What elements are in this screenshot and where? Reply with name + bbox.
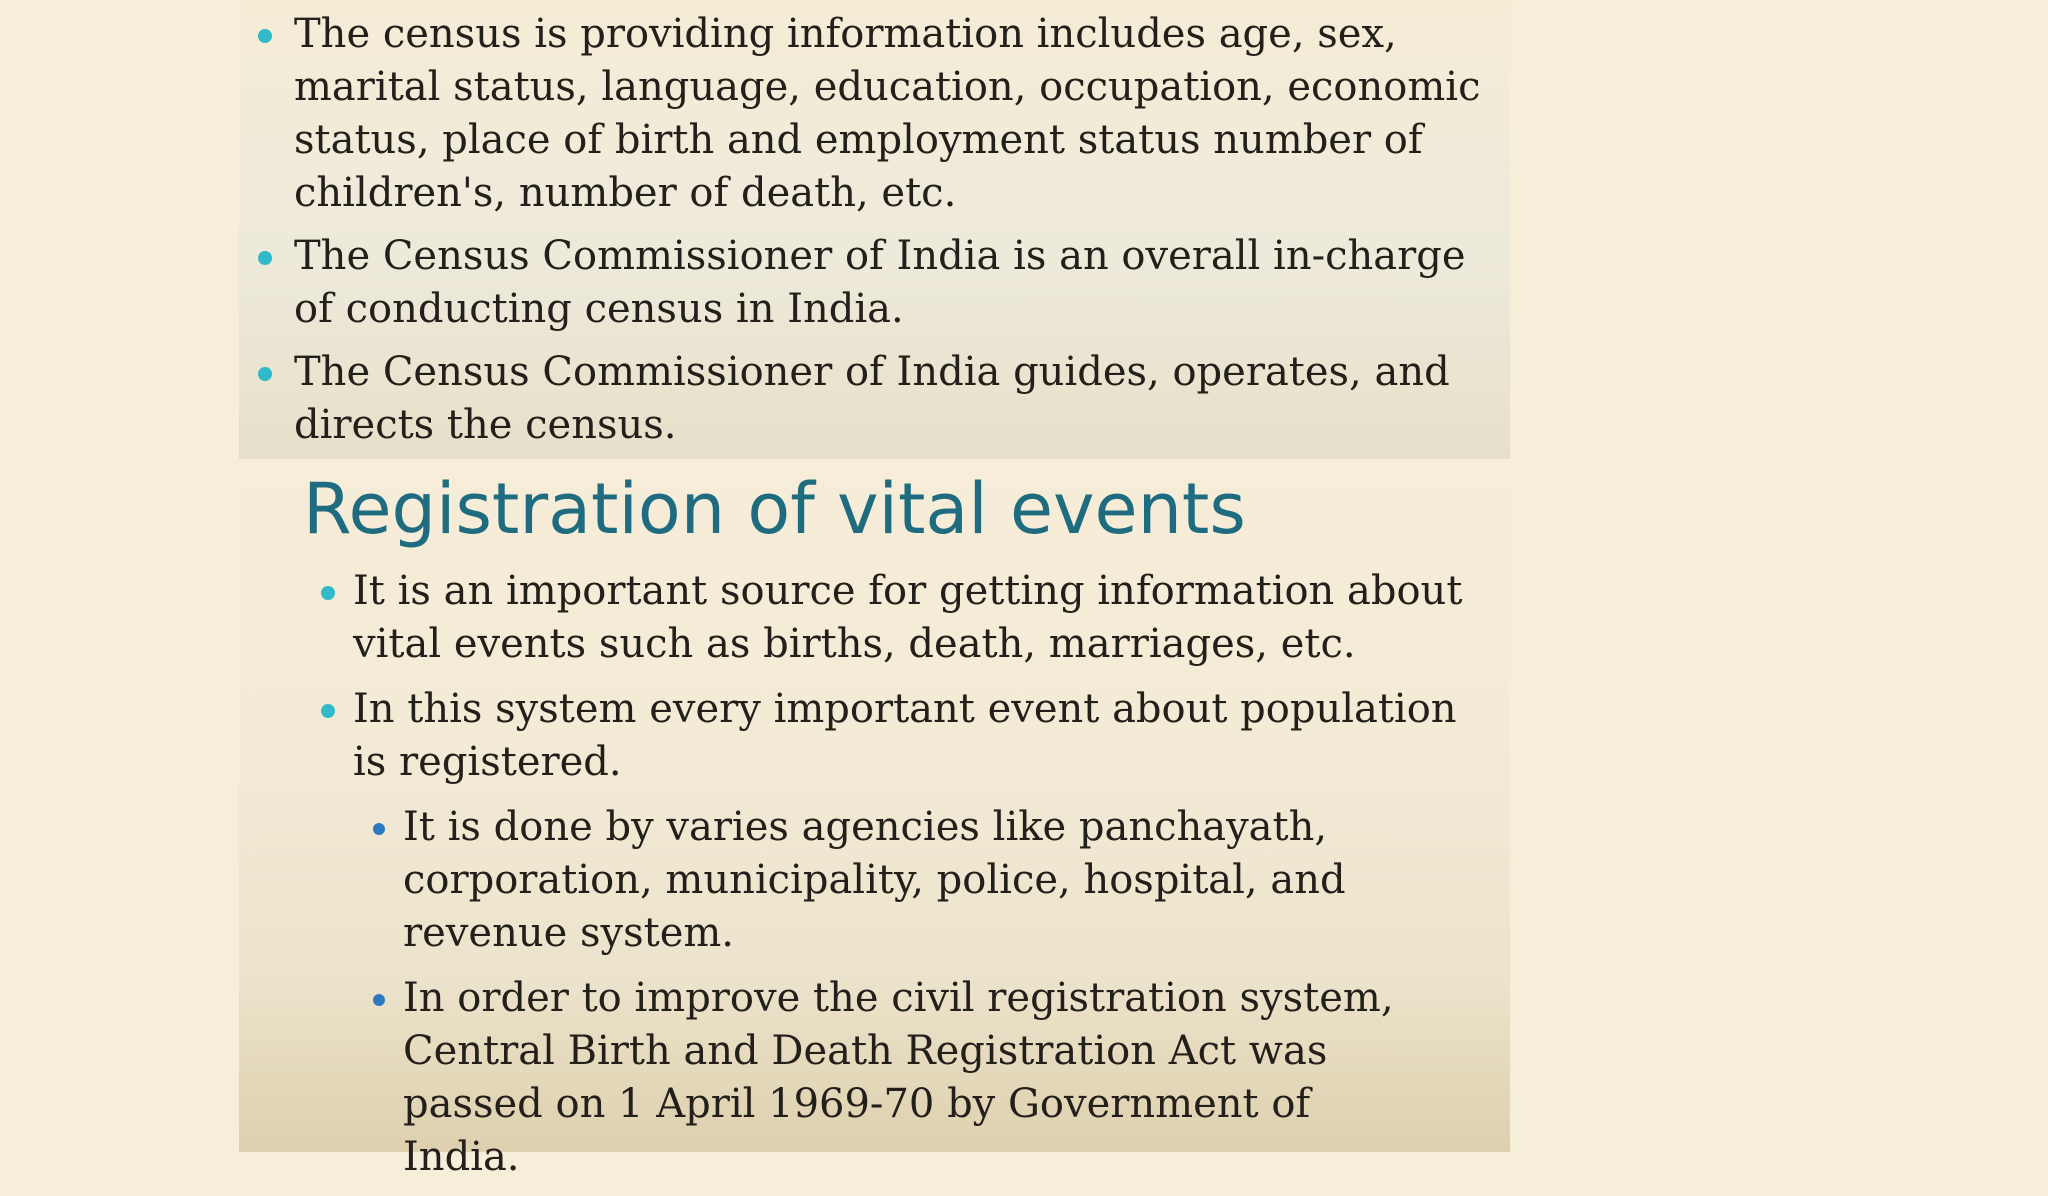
page-title: Registration of vital events xyxy=(303,468,1246,550)
list-item xyxy=(353,565,1483,671)
list-item xyxy=(403,801,1403,960)
list-item xyxy=(403,972,1403,1184)
list-item-text: It is done by varies agencies like panchayath, corporation, municipality, police, hospital, and revenue system. xyxy=(403,804,1346,956)
bullet-dot-icon xyxy=(321,704,335,718)
list-item-text: In order to improve the civil registration system, Central Birth and Death Registration Act was passed on 1 April 1969-70 by Government of India. xyxy=(403,975,1394,1180)
vital-events-slide xyxy=(239,459,1510,1180)
list-item-text: The Census Commissioner of India is an overall in-charge of conducting census in India. xyxy=(294,233,1466,332)
census-slide xyxy=(239,0,1510,459)
bullet-dot-icon xyxy=(258,367,272,381)
bullet-dot-icon xyxy=(258,251,272,265)
bullet-dot-icon xyxy=(321,586,335,600)
list-item xyxy=(353,683,1483,789)
list-item xyxy=(294,8,1494,220)
vital-events-sub-list xyxy=(403,801,1403,1184)
bullet-dot-icon xyxy=(373,823,385,835)
list-item-text: In this system every important event about population is registered. xyxy=(353,686,1457,785)
census-bullet-list xyxy=(294,8,1494,462)
list-item-text: It is an important source for getting information about vital events such as births, death, marriages, etc. xyxy=(353,568,1463,667)
list-item-text: The Census Commissioner of India guides, operates, and directs the census. xyxy=(294,349,1450,448)
list-item-text: The census is providing information includes age, sex, marital status, language, education, occupation, economic status, place of birth and employment status number of children's, number of death, etc. xyxy=(294,11,1481,216)
list-item xyxy=(294,230,1494,336)
vital-events-bullet-list xyxy=(353,565,1483,1196)
bullet-dot-icon xyxy=(373,994,385,1006)
list-item xyxy=(294,346,1494,452)
bullet-dot-icon xyxy=(258,29,272,43)
sub-list-container xyxy=(353,801,1483,1184)
